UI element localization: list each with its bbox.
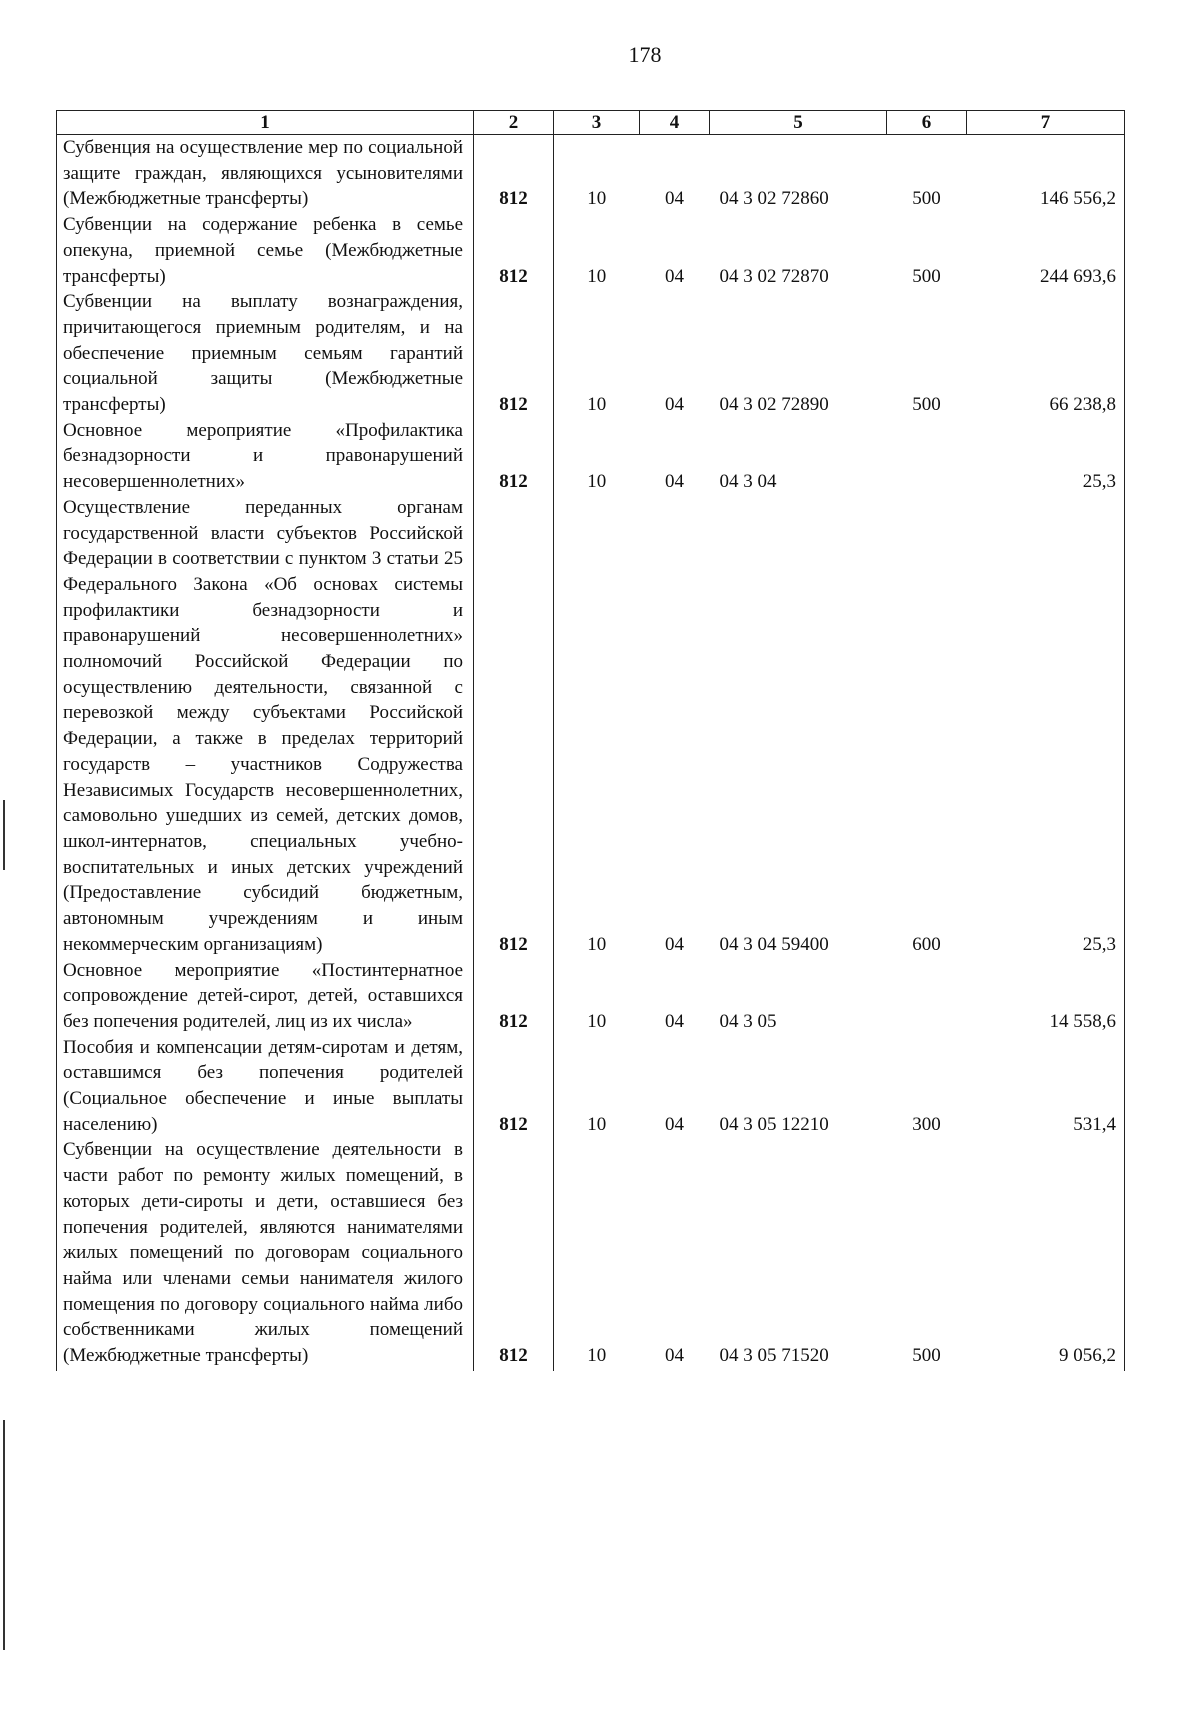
row-amount: 244 693,6 (967, 212, 1125, 289)
row-description: Основное мероприятие «Профилактика безнадзорности и правонарушений несовершеннолетних» (57, 418, 474, 495)
row-description: Субвенции на выплату вознаграждения, причитающегося приемным родителям, и на обеспечение приемным семьям гарантий социальной защиты (Межбюджетные трансферты) (57, 289, 474, 418)
row-amount: 14 558,6 (967, 958, 1125, 1035)
row-amount: 9 056,2 (967, 1137, 1125, 1370)
row-target-article: 04 3 02 72890 (719, 394, 829, 416)
row-amount: 25,3 (967, 418, 1125, 495)
row-description: Субвенция на осуществление мер по социальной защите граждан, являющихся усыновителями (Межбюджетные трансферты) (57, 135, 474, 213)
row-subsection-code: 04 (665, 1010, 684, 1032)
page-number: 178 (628, 42, 662, 67)
column-header: 1 (57, 111, 474, 135)
row-target-article: 04 3 04 (719, 471, 777, 493)
table-header-row (57, 111, 1125, 135)
row-grbs-code: 812 (474, 289, 554, 418)
scan-edge-mark (3, 1420, 5, 1650)
row-amount: 66 238,8 (967, 289, 1125, 418)
table-row (57, 1035, 1125, 1138)
row-description: Субвенции на осуществление деятельности в части работ по ремонту жилых помещений, в которых дети-сироты и дети, оставшиеся без попечения родителей, являются нанимателями жилых помещений по договорам социального найма или членами семьи нанимателя жилого помещения по договору социального найма либо собственниками жилых помещений (Межбюджетные трансферты) (57, 1137, 474, 1370)
row-subsection-code: 04 (665, 471, 684, 493)
row-section-code: 10 (587, 1010, 607, 1032)
row-target-article: 04 3 04 59400 (719, 933, 829, 955)
table-row (57, 135, 1125, 213)
row-expense-type: 300 (912, 1113, 941, 1135)
row-subsection-code: 04 (665, 933, 684, 955)
column-header: 7 (967, 111, 1125, 135)
column-header: 4 (640, 111, 710, 135)
row-section-code: 10 (587, 1113, 607, 1135)
row-target-article: 04 3 05 12210 (719, 1113, 829, 1135)
row-grbs-code: 812 (474, 1035, 554, 1138)
row-expense-type: 500 (912, 188, 941, 210)
row-subsection-code: 04 (665, 1345, 684, 1367)
column-header: 5 (710, 111, 887, 135)
row-expense-type (887, 958, 967, 1035)
row-subsection-code: 04 (665, 265, 684, 287)
column-header: 6 (887, 111, 967, 135)
row-grbs-code: 812 (474, 418, 554, 495)
row-expense-type: 500 (912, 265, 941, 287)
table-row (57, 1137, 1125, 1370)
table-row (57, 495, 1125, 958)
row-section-code: 10 (587, 471, 607, 493)
row-section-code: 10 (587, 265, 607, 287)
row-expense-type (887, 418, 967, 495)
row-subsection-code: 04 (665, 1113, 684, 1135)
row-section-code: 10 (587, 394, 607, 416)
row-grbs-code: 812 (474, 135, 554, 213)
row-grbs-code: 812 (474, 212, 554, 289)
table-row (57, 289, 1125, 418)
column-header: 2 (474, 111, 554, 135)
row-amount: 146 556,2 (967, 135, 1125, 213)
row-description: Основное мероприятие «Постинтернатное сопровождение детей-сирот, детей, оставшихся без попечения родителей, лиц из их числа» (57, 958, 474, 1035)
row-amount: 531,4 (967, 1035, 1125, 1138)
row-description: Осуществление переданных органам государственной власти субъектов Российской Федерации в соответствии с пунктом 3 статьи 25 Федерального Закона «Об основах системы профилактики безнадзорности и правонарушений несовершеннолетних» полномочий Российской Федерации по осуществлению деятельности, связанной с перевозкой между субъектами Российской Федерации, а также в пределах территорий государств – участников Содружества Независимых Государств несовершеннолетних, самовольно ушедших из семей, детских домов, школ-интернатов, специальных учебно-воспитательных и иных детских учреждений (Предоставление субсидий бюджетным, автономным учреждениям и иным некоммерческим организациям) (57, 495, 474, 958)
row-section-code: 10 (587, 933, 607, 955)
row-expense-type: 500 (912, 1345, 941, 1367)
row-target-article: 04 3 05 71520 (719, 1345, 829, 1367)
table-row (57, 958, 1125, 1035)
row-grbs-code: 812 (474, 1137, 554, 1370)
budget-table (56, 110, 1125, 1371)
row-grbs-code: 812 (474, 958, 554, 1035)
row-grbs-code: 812 (474, 495, 554, 958)
row-amount: 25,3 (967, 495, 1125, 958)
row-section-code: 10 (587, 1345, 607, 1367)
row-description: Субвенции на содержание ребенка в семье опекуна, приемной семье (Межбюджетные трансферты) (57, 212, 474, 289)
row-subsection-code: 04 (665, 188, 684, 210)
table-row (57, 212, 1125, 289)
row-section-code: 10 (587, 188, 607, 210)
row-subsection-code: 04 (665, 394, 684, 416)
row-description: Пособия и компенсации детям-сиротам и детям, оставшимся без попечения родителей (Социальное обеспечение и иные выплаты населению) (57, 1035, 474, 1138)
row-target-article: 04 3 05 (719, 1010, 777, 1032)
column-header: 3 (554, 111, 640, 135)
row-target-article: 04 3 02 72860 (719, 188, 829, 210)
row-target-article: 04 3 02 72870 (719, 265, 829, 287)
row-expense-type: 600 (912, 933, 941, 955)
scan-edge-mark (3, 800, 5, 870)
row-expense-type: 500 (912, 394, 941, 416)
table-row (57, 418, 1125, 495)
